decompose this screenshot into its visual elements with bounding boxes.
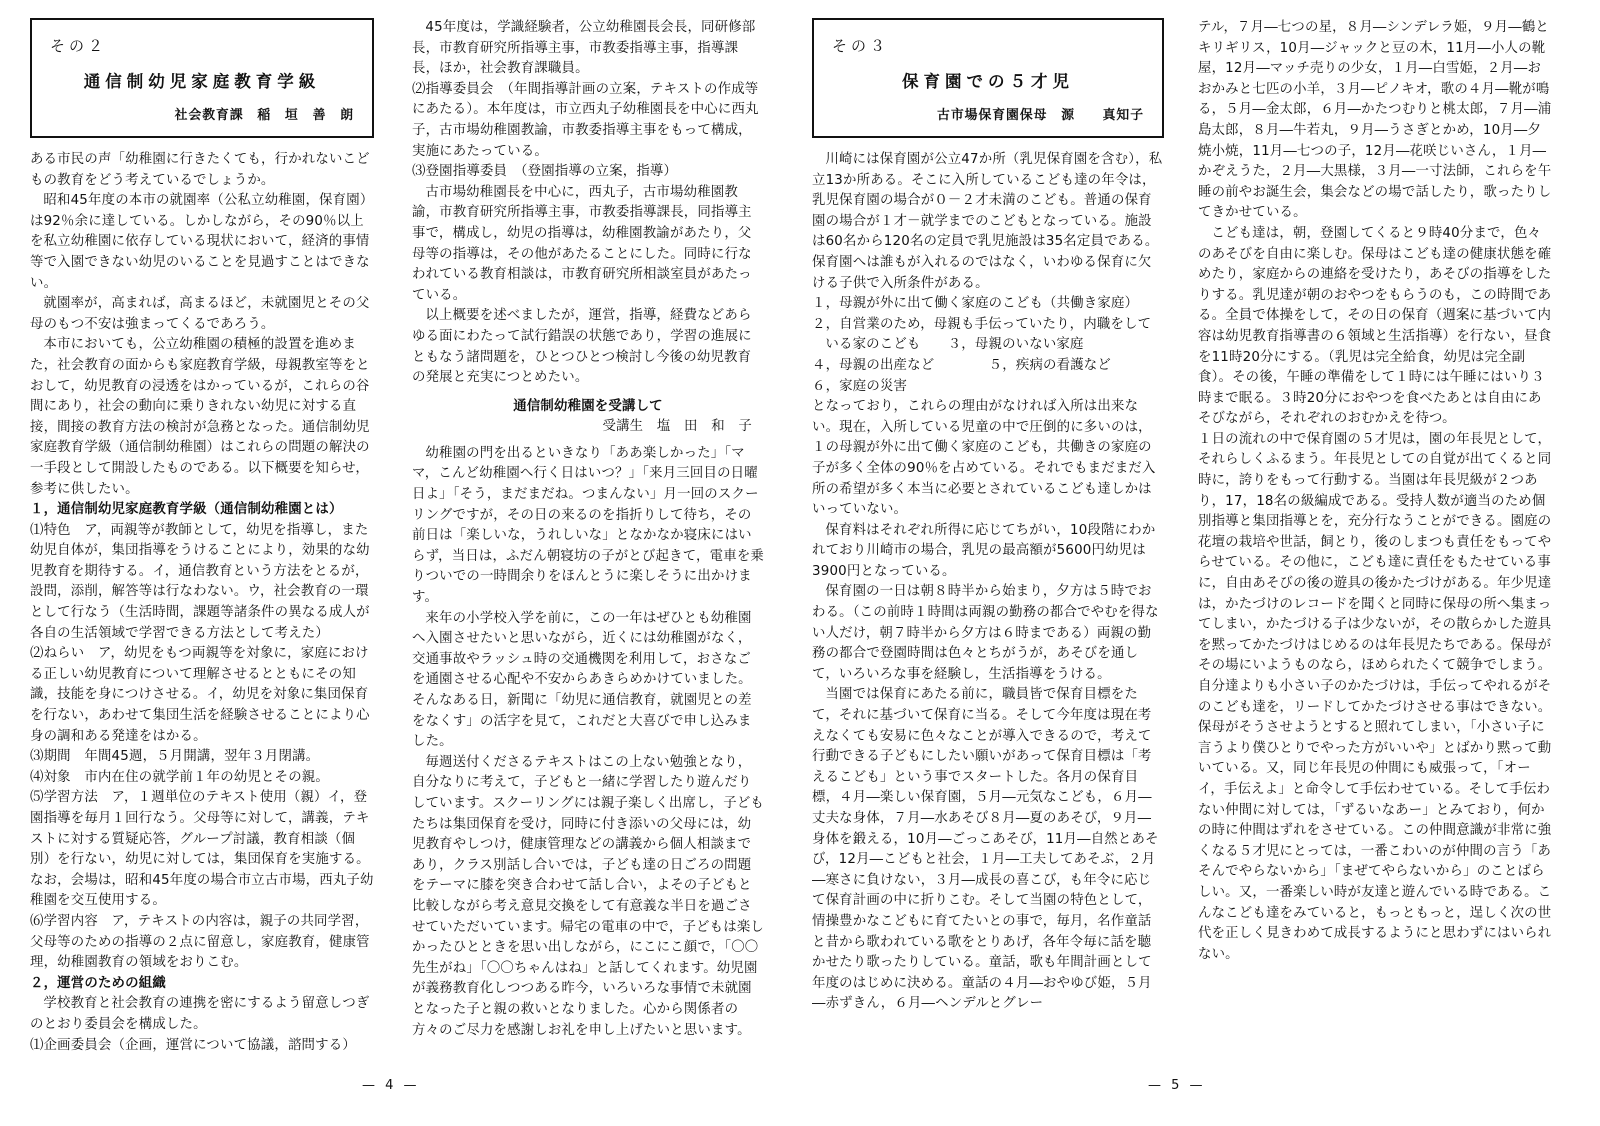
page4-column-1 <box>30 18 374 1056</box>
paragraph: ⑶期間 年間45週，５月開講，翌年３月閉講。 <box>30 749 320 765</box>
paragraph: こども達は，朝，登園してくると９時40分まで，色々のあそびを自由に楽しむ。保母はこども達の健康状態を確めたり，家庭からの連絡を受けたり，あそびの指導をしたりする。乳児達が朝のおやつをもらうのも，この時間である。全員で体操をして，その日の保育（週案に基づいて内容は幼児教育指導書の６領域と生活指導）を行ない，昼食を11時20分にする。（乳児は完全給食，幼児は完全副食）。その後，午睡の準備をして１時には午睡にはいり３時まで眠る。３時20分におやつを食べたあとは自由にあそびながら，それぞれのおむかえを待つ。 <box>1198 225 1552 427</box>
paragraph: テル，７月―七つの星，８月―シンデレラ姫，９月―鶴とキリギリス，10月―ジャックと豆の木，11月―小人の靴屋，12月―マッチ売りの少女，１月―白雪姫，２月―おおかみと七匹の小羊，３月―ピノキオ，歌の４月―靴が鳴る，５月―金太郎，６月―かたつむりと桃太郎，７月―浦島太郎，８月―牛若丸，９月―うさぎとかめ，10月―夕焼小焼，11月―七つの子，12月―花咲じいさん，１月―かぞえうた，２月―大黒様，３月―一寸法師，これらを午睡の前やお誕生会，集会などの場で話したり，歌ったりしてきかせている。 <box>1198 20 1552 221</box>
page5-column-1 <box>812 18 1164 1015</box>
article-number: その２ <box>50 37 108 55</box>
paragraph: ⑷対象 市内在住の就学前１年の幼児とその親。 <box>30 769 329 785</box>
list-item: ６，家庭の災害 <box>812 378 908 394</box>
page-number: — 4 — <box>362 1078 420 1093</box>
paragraph: 以上概要を述べましたが，運営，指導，経費などあらゆる面にわたって試行錯誤の状態であり，学習の進展にともなう諸問題を，ひとつひとつ検討し今後の幼児教育の発展と充実につとめたい。 <box>412 308 752 386</box>
paragraph: ⑹学習内容 ア，テキストの内容は，親子の共同学習，父母等のための指導の２点に留意し，家庭教育，健康管理，幼稚園教育の領域をおりこむ。 <box>30 913 370 971</box>
paragraph: 就園率が，高まれば，高まるほど，未就園児とその父母のもつ不安は強まってくるであろう。 <box>30 296 370 332</box>
subarticle-author: 受講生 塩 田 和 子 <box>602 419 752 435</box>
paragraph: ⑵ねらい ア，幼児をもつ両親等を対象に，家庭における正しい幼児教育について理解させるとともにその知識，技能を身につけさせる。イ，幼児を対象に集団保育を行ない，あわせて集団生活を経験させることにより心身の調和ある発達をはかる。 <box>30 646 370 744</box>
article-author: 社会教育課 稲 垣 善 朗 <box>174 108 354 123</box>
subarticle-title: 通信制幼稚園を受講して <box>513 398 663 414</box>
paragraph: ある市民の声「幼稚園に行きたくても，行かれないこどもの教育をどう考えているでしょうか。 <box>30 152 370 188</box>
article-title: 保育園での５才児 <box>902 72 1074 91</box>
paragraph: 保育園の一日は朝８時半から始まり，夕方は５時でおわる。（この前時１時間は両親の勤務の都合でやむを得ない人だけ，朝７時半から夕方は６時まである）両親の勤務の都合で登園時間は色々とちがうが，あそびを通して，いろいろな事を経験し，生活指導をうける。 <box>812 584 1159 682</box>
list-item: ２，自営業のため，母親も手伝っていたり，内職をしている家のこども ３，母親のいない家庭 <box>812 316 1152 353</box>
paragraph: となっており，これらの理由がなければ入所は出来ない。現在，入所している児童の中で圧倒的に多いのは，１の母親が外に出て働く家庭のこども，共働きの家庭の子が多く全体の90％を占めている。それでもまだまだ入所の希望が多く本当に必要とされているこども達しかはいっていない。 <box>812 399 1156 518</box>
page-5 <box>800 0 1600 1126</box>
section-heading: １，通信制幼児家庭教育学級（通信制幼稚園とは） <box>30 502 343 518</box>
paragraph: 45年度は，学識経験者，公立幼稚園長会長，同研修部長，市教育研究所指導主事，市教委指導主事，指導課長，ほか，社会教育課職員。 <box>412 20 756 77</box>
paragraph: 保育料はそれぞれ所得に応じてちがい，10段階にわかれており川崎市の場合，乳児の最高額が5600円幼児は3900円となっている。 <box>812 522 1156 579</box>
paragraph: 幼稚園の門を出るといきなり「ああ楽しかった」「ママ，こんど幼稚園へ行く日はいつ？」「来月三回目の日曜日よ」「そう，まだまだね。つまんない」月一回のスクーリングですが，その日の来るのを指折りして待ち，その前日は「楽しいな，うれしいな」となかなか寝床にはいらず，当日は，ふだん朝寝坊の子がとび起きて，電車を乗りついでの一時間余りをほんとうに楽しそうに出かけます。 <box>412 445 765 606</box>
paragraph: １日の流れの中で保育園の５才児は，園の年長児として，それらしくふるまう。年長児としての自覚が出てくると同時に，誇りをもって行動する。当園は年長児級が２つあり，17，18名の級編成である。受持人数が適当のため個別指導と集団指導とを，充分行なうことができる。園庭の花壇の栽培や世話，飼とり，後のしまつも責任をもってやらせている。その他に，こども達に責任をもたせている事に，自由あそびの後の遊具の後かたづけがある。年少児達は，かたづけのレコードを聞くと同時に保母の所へ集まってしまい，かたづける子は少ないが，その散らかした遊具を黙ってかたづけはじめるのは年長児たちである。保母がその場にいようものなら，ほめられたくて競争でしまう。自分達よりも小さい子のかたづけは，手伝ってやれるがそのこども達を，リードしてかたづけさせる事はできない。保母がそうさせようとすると照れてしまい，「小さい子に言うより僕ひとりでやった方がいいや」とばかり黙って動いている。又，同じ年長児の仲間にも威張って，「オーイ，手伝えよ」と命令して手伝わせている。そして手伝わない仲間に対しては，「ずるいなあー」とみており，何かの時に仲間はずれをさせている。この仲間意識が非常に強くなる５才児にとっては，一番こわいのが仲間の言う「あそんでやらないから」「まぜてやらないから」のことばらしい。又，一番楽しい時が友達と遊んでいる時である。こんなこども達をみていると，もっともっと，逞しく次の世代を正しく見きわめて成長するようにと思わずにはいられない。 <box>1198 431 1552 962</box>
paragraph: 毎週送付くださるテキストはこの上ない勉強となり，自分なりに考えて，子どもと一緒に学習したり遊んだりしています。スクーリングには親子楽しく出席し，子どもたちは集団保育を受け，同時に付き添いの父母には，幼児教育やしつけ，健康管理などの講義から個人相談まであり，クラス別話し合いでは，子ども達の日ごろの問題をテーマに膝を突き合わせて話し合い，よその子どもと比較しながら考え意見交換をして有意義な半日を過ごさせていただいています。帰宅の電車の中で，子どもは楽しかったひとときを思い出しながら，にこにこ顔で，「〇〇先生がね」「〇〇ちゃんはね」と話してくれます。幼児園が義務教育化しつつある昨今，いろいろな事情で未就園となった子と親の救いとなりました。心から関係者の方々のご尽力を感謝しお礼を申し上げたいと思います。 <box>412 754 765 1038</box>
paragraph: ⑴特色 ア，両親等が教師として，幼児を指導し，また幼児自体が，集団指導をうけることにより，効果的な幼児教育を期待する。イ，通信教育という方法をとるが，設問，添削，解答等は行なわない。ウ，社会教育の一環として行なう（生活時間，課題等諸条件の異なる成人が各自の生活領域で学習できる方法として考えた） <box>30 522 370 641</box>
paragraph: 古市場幼稚園長を中心に，西丸子，古市場幼稚園教諭，市教育研究所指導主事，市教委指導課長，同指導主事で，構成し，幼児の指導は，幼稚園教諭があたり，父母等の指導は，その他があたることにした。同時に行なわれている教育相談は，市教育研究所相談室員があたっている。 <box>412 184 752 303</box>
paragraph: 当園では保育にあたる前に，職員皆で保育目標をたて，それに基づいて保育に当る。そして今年度は現在考えなくても安易に色々なことが導入できるので，考えて行動できる子どもにしたい願いがあって保育目標は「考えるこども」という事でスタートした。各月の保育目標，４月―楽しい保育園，５月―元気なこども，６月―丈夫な身体，７月―水あそび８月―夏のあそび，９月―身体を鍛える，10月―ごっこあそび，11月―自然とあそび，12月―こどもと社会，１月―工夫してあそぶ，２月―寒さに負けない，３月―成長の喜こび，も年令に応じて保育計画の中に折りこむ。そして当園の特色として，情操豊かなこどもに育てたいとの事で，毎月，名作童話と昔から歌われている歌をとりあげ，各年令毎に話を聴かせたり歌ったりしている。童話，歌も年間計画として年度のはじめに決める。童話の４月―おやゆび姫，５月―赤ずきん，６月―ヘンデルとグレー <box>812 687 1159 1012</box>
article-author: 古市場保育園保母 源 真知子 <box>937 108 1144 123</box>
paragraph: 来年の小学校入学を前に，この一年はぜひとも幼稚園へ入園させたいと思いながら，近くには幼稚園がなく，交通事故やラッシュ時の交通機関を利用して，おさなごを通園させる心配や不安からあきらめかけていました。そんなある日，新聞に「幼児に通信教育，就園児との差をなくす」の活字を見て，これだと大喜びで申し込みました。 <box>412 610 752 750</box>
paragraph: 本市においても，公立幼稚園の積極的設置を進めまた，社会教育の面からも家庭教育学級，母親教室等をとおして，幼児教育の浸透をはかっているが，これらの谷間にあり，社会の動向に乗りきれない幼児に対する直接，間接の教育方法の検討が急務となった。通信制幼児家庭教育学級（通信制幼稚園）はこれらの問題の解決の一手段として開設したものである。以下概要を知らせ，参考に供したい。 <box>30 337 370 497</box>
article-title-box <box>812 18 1164 138</box>
paragraph: 川崎には保育園が公立47か所（乳児保育園を含む），私立13か所ある。そこに入所しているこども達の年令は，乳児保育園の場合が０－２才未満のこども。普通の保育園の場合が１才－就学までのこどもとなっている。施設は60名から120名の定員で乳児施設は35名定員である。保育園へは誰もが入れるのではなく，いわゆる保育に欠ける子供で入所条件がある。 <box>812 152 1163 291</box>
list-item: １，母親が外に出て働く家庭のこども（共働き家庭） <box>812 296 1139 312</box>
paragraph: ⑴企画委員会（企画，運営について協議，諮問する） <box>30 1037 356 1053</box>
section-heading: ２，運営のための組織 <box>30 975 166 991</box>
list-item: ４，母親の出産など ５，疾病の看護など <box>812 357 1111 373</box>
paragraph: 学校教育と社会教育の連携を密にするよう留意しつぎのとおり委員会を構成した。 <box>30 996 370 1032</box>
article-title: 通信制幼児家庭教育学級 <box>83 72 321 91</box>
paragraph: ⑵指導委員会 （年間指導計画の立案，テキストの作成等にあたる）。本年度は，市立西丸子幼稚園長を中心に西丸子，古市場幼稚園教諭，市教委指導主事をもって構成，実施にあたっている。 <box>412 81 759 159</box>
paragraph: ⑸学習方法 ア，１週単位のテキスト使用（親）イ，登園指導を毎月１回行なう。父母等に対して，講義，テキストに対する質疑応答，グループ討議，教育相談（個別）を行ない，幼児に対しては，集団保育を実施する。なお，会場は，昭和45年度の場合市立古市場，西丸子幼稚園を交互使用する。 <box>30 790 374 909</box>
article-number: その３ <box>832 37 890 55</box>
page-number: — 5 — <box>1148 1078 1206 1093</box>
page4-column-2 <box>412 18 764 1041</box>
paragraph: 昭和45年度の本市の就園率（公私立幼稚園，保育園）は92％余に達している。しかしながら，その90％以上を私立幼稚園に依存している現状において，経済的事情等で入園できない幼児のいることを見過すことはできない。 <box>30 193 374 291</box>
page5-column-2 <box>1198 18 1554 965</box>
article-title-box <box>30 18 374 138</box>
paragraph: ⑶登園指導委員 （登園指導の立案，指導） <box>412 164 678 180</box>
